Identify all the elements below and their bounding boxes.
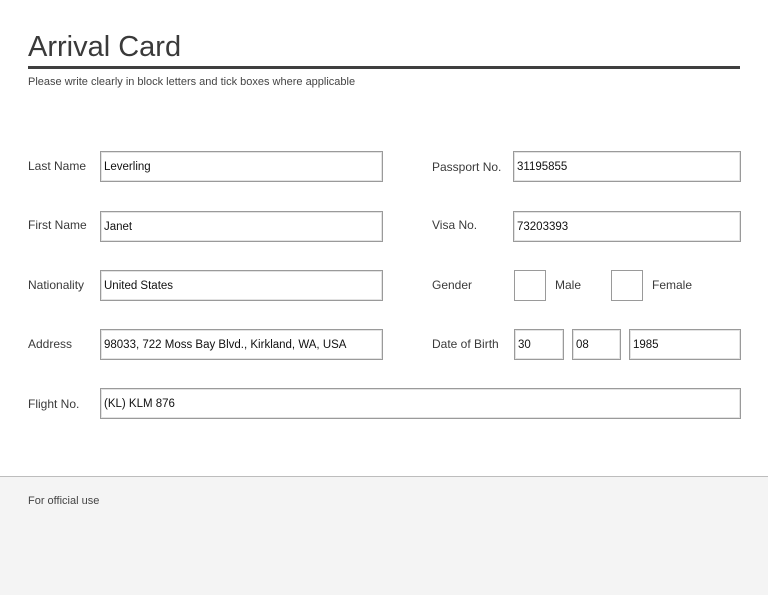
gender-label: Gender xyxy=(432,278,473,292)
official-use-section xyxy=(0,476,768,595)
dob-year-field[interactable] xyxy=(629,329,741,360)
last-name-label: Last Name xyxy=(28,159,87,173)
address-label: Address xyxy=(28,337,73,351)
date-of-birth-label: Date of Birth xyxy=(432,337,499,351)
flight-no-field[interactable] xyxy=(100,388,741,419)
official-use-label: For official use xyxy=(28,495,100,507)
visa-no-label: Visa No. xyxy=(432,218,478,232)
first-name-field[interactable] xyxy=(100,211,383,242)
title-divider xyxy=(28,66,740,69)
gender-female-label: Female xyxy=(652,278,693,292)
last-name-field[interactable] xyxy=(100,151,383,182)
visa-no-field[interactable] xyxy=(513,211,741,242)
nationality-label: Nationality xyxy=(28,278,85,292)
dob-day-field[interactable] xyxy=(514,329,564,360)
address-field[interactable] xyxy=(100,329,383,360)
gender-male-label: Male xyxy=(555,278,582,292)
gender-female-checkbox[interactable] xyxy=(611,270,643,301)
page-title: Arrival Card xyxy=(28,31,182,63)
dob-month-field[interactable] xyxy=(572,329,621,360)
passport-no-label: Passport No. xyxy=(432,160,502,174)
nationality-field[interactable] xyxy=(100,270,383,301)
first-name-label: First Name xyxy=(28,218,87,232)
form-instructions: Please write clearly in block letters and tick boxes where applicable xyxy=(28,76,356,88)
passport-no-field[interactable] xyxy=(513,151,741,182)
gender-male-checkbox[interactable] xyxy=(514,270,546,301)
flight-no-label: Flight No. xyxy=(28,397,80,411)
